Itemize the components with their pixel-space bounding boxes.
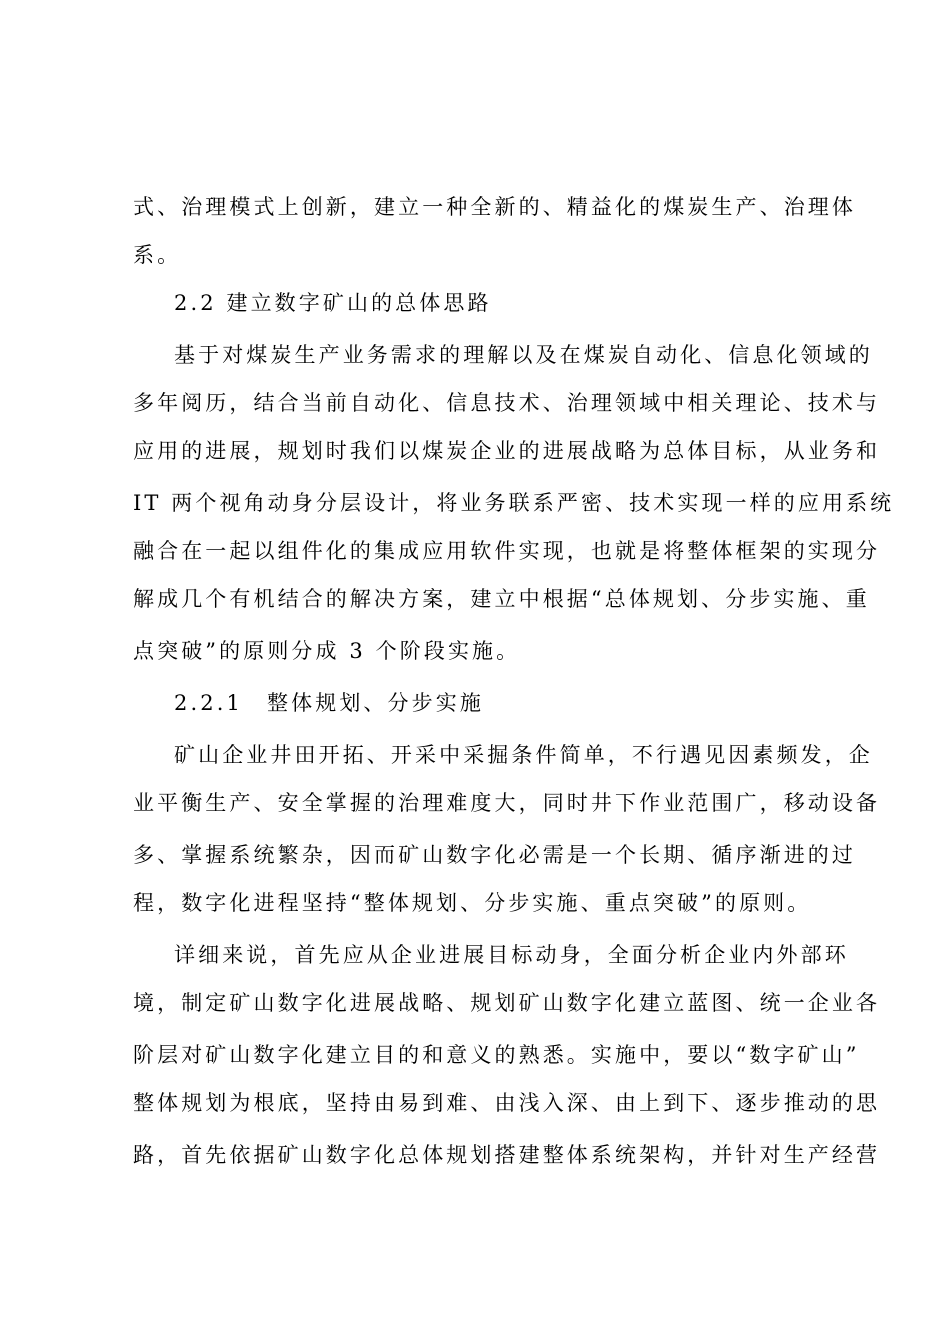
paragraph-line: 多年阅历，结合当前自动化、信息技术、治理领域中相关理论、技术与: [133, 391, 881, 415]
paragraph-line: 整体规划为根底，坚持由易到难、由浅入深、由上到下、逐步推动的思: [133, 1091, 881, 1115]
paragraph-line: 应用的进展，规划时我们以煤炭企业的进展战略为总体目标，从业务和: [133, 439, 881, 463]
paragraph-line: IT 两个视角动身分层设计，将业务联系严密、技术实现一样的应用系统: [133, 491, 895, 515]
text-line: 式、治理模式上创新，建立一种全新的、精益化的煤炭生产、治理体: [133, 195, 856, 219]
paragraph-line: 基于对煤炭生产业务需求的理解以及在煤炭自动化、信息化领域的: [174, 343, 873, 367]
paragraph-line: 程，数字化进程坚持“整体规划、分步实施、重点突破”的原则。: [133, 891, 812, 915]
paragraph-line: 融合在一起以组件化的集成应用软件实现，也就是将整体框架的实现分: [133, 539, 881, 563]
paragraph-line: 业平衡生产、安全掌握的治理难度大，同时井下作业范围广，移动设备: [133, 791, 881, 815]
paragraph-line: 点突破”的原则分成 3 个阶段实施。: [133, 639, 521, 663]
paragraph-line: 矿山企业井田开拓、开采中采掘条件简单，不行遇见因素频发，企: [174, 743, 873, 767]
paragraph-line: 阶层对矿山数字化建立目的和意义的熟悉。实施中，要以“数字矿山”: [133, 1043, 860, 1067]
subsection-heading: 2.2.1 整体规划、分步实施: [174, 691, 484, 715]
paragraph-line: 境，制定矿山数字化进展战略、规划矿山数字化建立蓝图、统一企业各: [133, 991, 881, 1015]
paragraph-line: 详细来说，首先应从企业进展目标动身，全面分析企业内外部环: [174, 943, 849, 967]
paragraph-line: 解成几个有机结合的解决方案，建立中根据“总体规划、分步实施、重: [133, 587, 870, 611]
paragraph-line: 多、掌握系统繁杂，因而矿山数字化必需是一个长期、循序渐进的过: [133, 843, 856, 867]
text-line: 系。: [133, 243, 182, 267]
section-heading: 2.2 建立数字矿山的总体思路: [174, 291, 492, 315]
paragraph-line: 路，首先依据矿山数字化总体规划搭建整体系统架构，并针对生产经营: [133, 1143, 881, 1167]
